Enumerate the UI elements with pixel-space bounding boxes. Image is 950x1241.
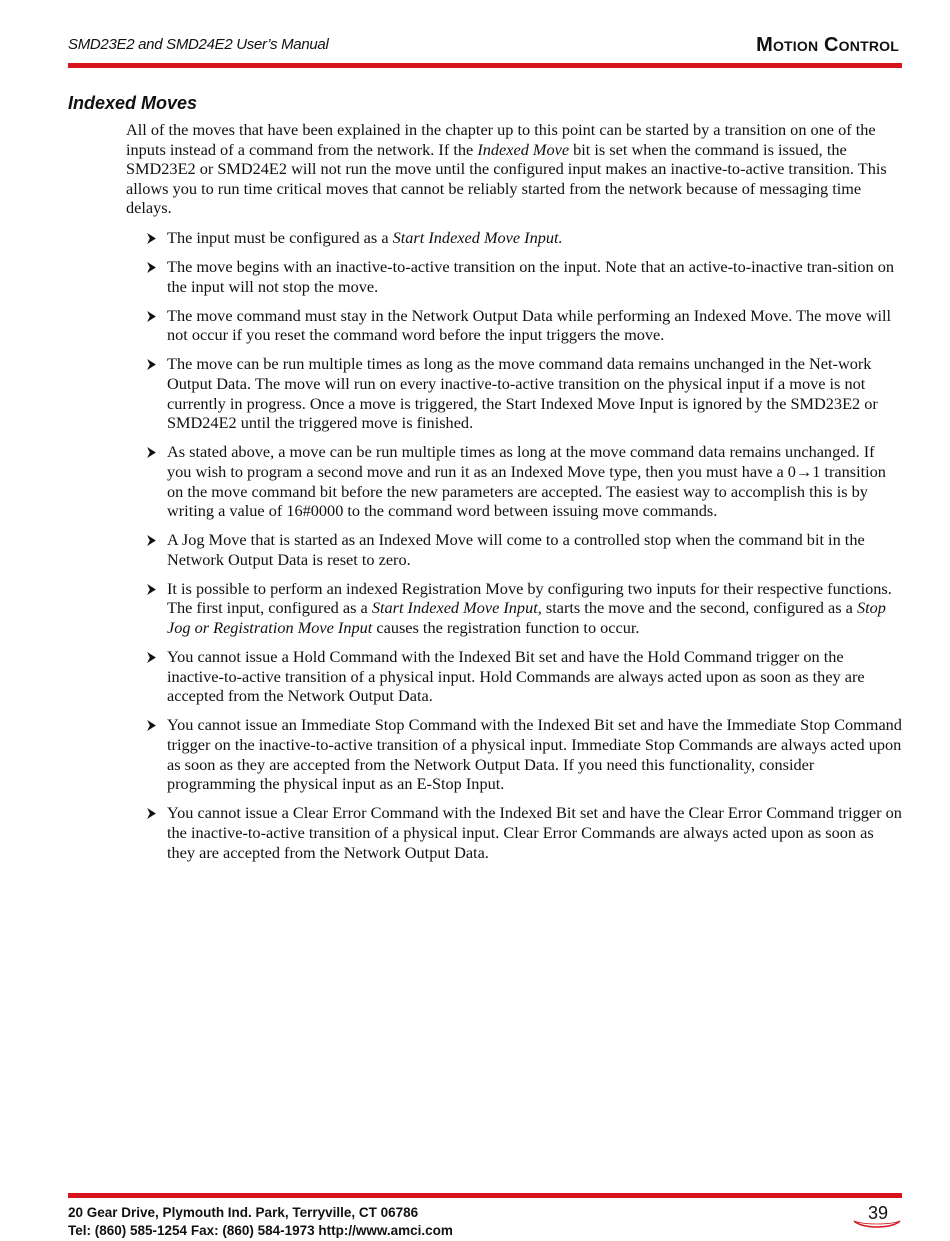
emphasized-text: Start Indexed Move Input. [392,227,563,247]
bullet-text [167,579,892,637]
text-run: The move command must stay in the Network Output Data while performing an Indexed Move. The move will not occur if you reset the command word before the input triggers the move. [167,305,892,345]
text-run: causes the registration function to occur. [372,618,640,638]
emphasized-text: Stop Jog or Registration Move Input [167,598,886,638]
arrowhead-bullet-icon [146,720,157,731]
footer-rule [68,1193,902,1198]
footer-contact: Tel: (860) 585-1254 Fax: (860) 584-1973 http://www.amci.com [68,1223,453,1238]
text-run: It is possible to perform an indexed Registration Move by configuring two inputs for their respective functions. The first input, configured as a [167,578,892,618]
text-run: , starts the move and the second, configured as a [537,598,857,618]
chapter-title: Motion Control [756,34,899,56]
intro-paragraph [126,120,902,218]
page-number: 39 [867,1203,888,1223]
bullet-item [126,530,902,569]
text-run: You cannot issue a Hold Command with the Indexed Bit set and have the Hold Command trigger on the inactive-to-active transition of a physical input. Hold Commands are always acted upon as soon as they are accepted from the Network Output Data. [167,647,865,706]
arrowhead-bullet-icon [146,535,157,546]
section-title: Indexed Moves [68,93,198,113]
emphasized-text: Start Indexed Move Input [371,598,538,618]
text-run: All of the moves that have been explained in the chapter up to this point can be started by a transition on one of the inputs instead of a command from the network. If the [126,120,876,159]
page-number-swoosh-icon [852,1215,902,1229]
section-body [126,120,902,872]
arrowhead-bullet-icon [146,233,157,244]
bullet-text [167,803,902,861]
bullet-item [126,715,902,793]
arrowhead-bullet-icon [146,262,157,273]
bullet-text [167,228,563,247]
arrowhead-bullet-icon [146,359,157,370]
footer-address-block [68,1204,453,1240]
arrowhead-bullet-icon [146,584,157,595]
bullet-text [167,442,886,520]
arrowhead-bullet-icon [146,447,157,458]
text-run: The move can be run multiple times as long as the move command data remains unchanged in the Net-work Output Data. The move will run on every inactive-to-active transition on the physical input if a move is not currently in progress. Once a move is triggered, the Start Indexed Move Input is ignored by the SMD23E2 or SMD24E2 until the triggered move is finished. [167,354,878,433]
bullet-item [126,803,902,862]
bullet-text [167,715,902,793]
bullet-item [126,306,902,345]
emphasized-text: Indexed Move [477,139,570,159]
arrowhead-bullet-icon [146,311,157,322]
manual-title: SMD23E2 and SMD24E2 User’s Manual [68,36,329,53]
bullet-text [167,647,865,705]
text-run: The input must be configured as a [167,227,393,247]
text-run: bit is set when the command is issued, the SMD23E2 or SMD24E2 will not run the move until the configured input makes an inactive-to-active transition. This allows you to run time critical moves that cannot be reliably started from the network because of messaging time delays. [126,139,887,218]
header-rule [68,63,902,68]
text-run: You cannot issue a Clear Error Command with the Indexed Bit set and have the Clear Error Command trigger on the inactive-to-active transition of a physical input. Clear Error Commands are always acted upon as soon as they are accepted from the Network Output Data. [167,803,902,862]
arrowhead-bullet-icon [146,808,157,819]
bullet-text [167,257,894,296]
bullet-text [167,354,878,432]
bullet-item [126,354,902,432]
text-run: The move begins with an inactive-to-active transition on the input. Note that an active-to-inactive tran-sition on the input will not stop the move. [167,257,895,296]
bullet-text [167,306,891,345]
bullet-item [126,579,902,638]
bullet-item [126,228,902,248]
bullet-text [167,530,865,569]
bullet-item [126,647,902,706]
bullet-item [126,257,902,296]
text-run: As stated above, a move can be run multiple times as long at the move command data remains unchanged. If you wish to program a second move and run it as an Indexed Move type, then you must have a 0→1 transition on the move command bit before the new parameters are accepted. The easiest way to accomplish this is by writing a value of 16#0000 to the command word between issuing move commands. [167,442,886,521]
bullet-list [126,228,902,862]
text-run: You cannot issue an Immediate Stop Command with the Indexed Bit set and have the Immediate Stop Command trigger on the inactive-to-active transition of a physical input. Immediate Stop Commands are always acted upon as soon as they are accepted from the Network Output Data. If you need this functionality, consider programming the physical input as an E-Stop Input. [167,715,902,794]
bullet-item [126,442,902,520]
arrowhead-bullet-icon [146,652,157,663]
text-run: A Jog Move that is started as an Indexed Move will come to a controlled stop when the command bit in the Network Output Data is reset to zero. [167,530,865,569]
footer-address: 20 Gear Drive, Plymouth Ind. Park, Terryville, CT 06786 [68,1205,419,1220]
